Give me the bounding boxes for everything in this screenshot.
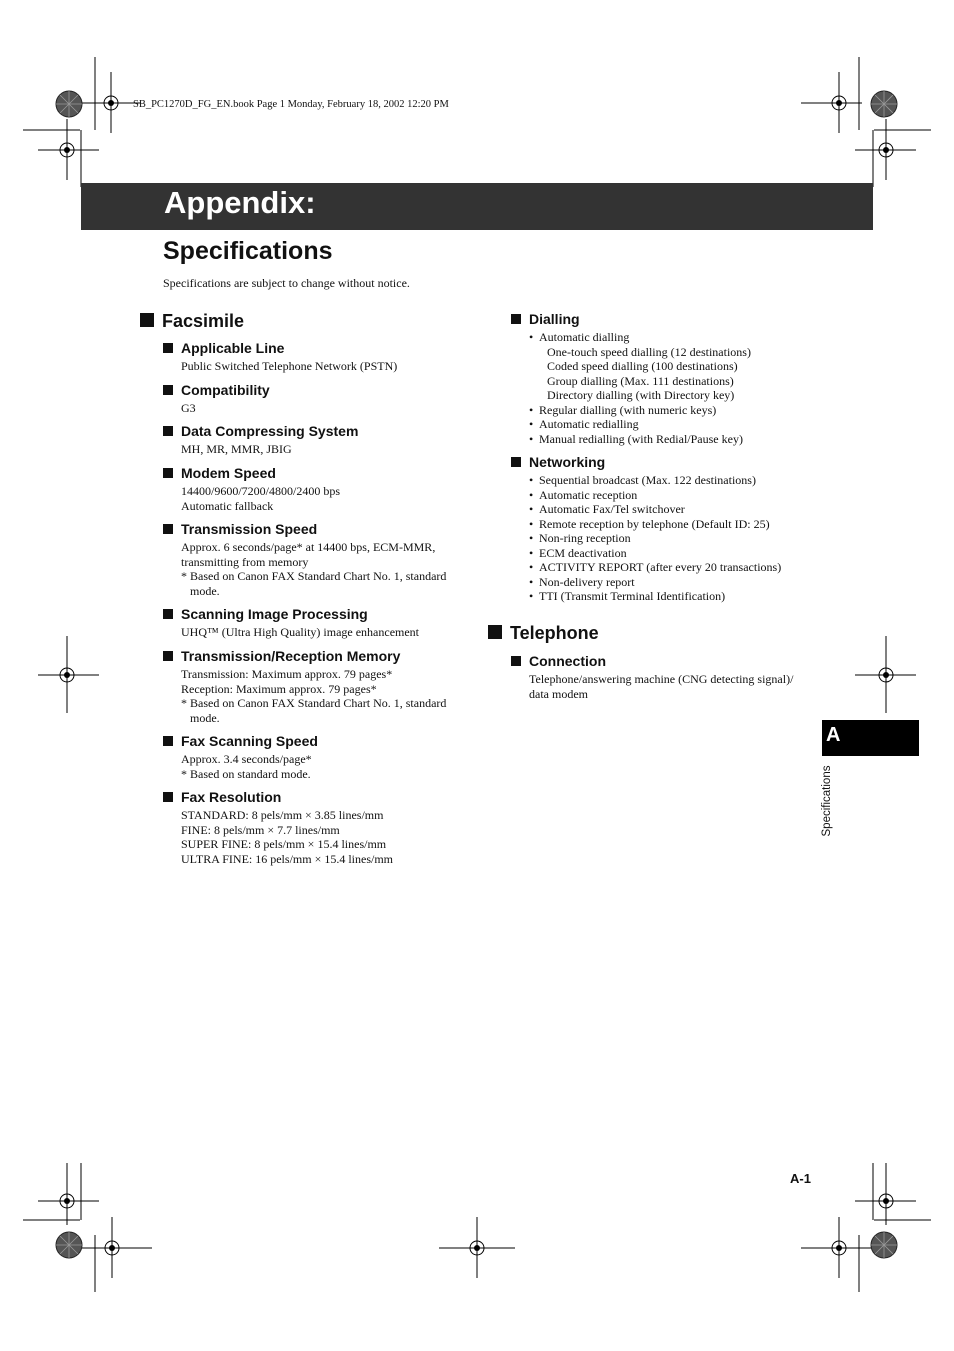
page-number: A-1 — [790, 1171, 811, 1186]
square-bullet-icon — [163, 792, 173, 802]
intro-text: Specifications are subject to change without notice. — [163, 276, 410, 290]
square-bullet-icon — [163, 426, 173, 436]
compatibility-section — [163, 382, 471, 416]
telephone-heading: Telephone — [488, 623, 599, 644]
section-heading: Scanning Image Processing — [163, 606, 471, 622]
file-header: SB_PC1270D_FG_EN.book Page 1 Monday, February 18, 2002 12:20 PM — [133, 99, 449, 110]
footnote: * Based on Canon FAX Standard Chart No. 1, standard mode. — [181, 696, 447, 725]
section-heading: Fax Scanning Speed — [163, 733, 471, 749]
list-subitem: One-touch speed dialling (12 destinations) — [547, 344, 751, 359]
modem-speed-section — [163, 465, 471, 513]
spec-line: Reception: Maximum approx. 79 pages* — [181, 681, 377, 696]
spec-line: STANDARD: 8 pels/mm × 3.85 lines/mm — [181, 808, 384, 822]
list-item: • Non-ring reception — [529, 531, 781, 546]
list-subitem: Directory dialling (with Directory key) — [547, 388, 735, 402]
spec-line: transmitting from memory — [181, 554, 309, 569]
spec-line: UHQ™ (Ultra High Quality) image enhancement — [181, 625, 420, 639]
footnote: * Based on Canon FAX Standard Chart No. 1, standard mode. — [181, 569, 447, 598]
list-item: • Regular dialling (with numeric keys) — [529, 403, 751, 418]
square-bullet-icon — [163, 609, 173, 619]
spec-line: data modem — [529, 686, 588, 701]
side-section-label: Specifications — [821, 765, 833, 837]
section-heading: Compatibility — [163, 382, 471, 398]
spec-line: ULTRA FINE: 16 pels/mm × 15.4 lines/mm — [181, 851, 393, 866]
section-heading: Transmission Speed — [163, 521, 471, 537]
spec-line: Transmission: Maximum approx. 79 pages* — [181, 667, 393, 681]
square-bullet-icon — [163, 343, 173, 353]
section-heading: Data Compressing System — [163, 423, 471, 439]
appendix-banner — [81, 183, 873, 230]
square-bullet-icon — [163, 524, 173, 534]
fax-scanning-speed-section — [163, 733, 471, 781]
dialling-section — [511, 311, 751, 446]
square-bullet-icon — [511, 314, 521, 324]
banner-title: Appendix: — [164, 185, 316, 220]
spec-line: Automatic fallback — [181, 498, 274, 513]
transmission-speed-section — [163, 521, 471, 598]
list-item: • Manual redialling (with Redial/Pause key) — [529, 432, 751, 447]
section-heading: Modem Speed — [163, 465, 471, 481]
spec-line: * Based on standard mode. — [181, 766, 311, 781]
list-subitem: Coded speed dialling (100 destinations) — [547, 359, 738, 373]
scanning-image-section — [163, 606, 471, 640]
square-bullet-icon — [163, 468, 173, 478]
list-item: • Automatic redialling — [529, 417, 751, 432]
fax-resolution-section — [163, 789, 471, 866]
list-item: • TTI (Transmit Terminal Identification) — [529, 589, 781, 604]
section-heading: Networking — [511, 454, 781, 470]
page-title: Specifications — [163, 237, 333, 265]
applicable-line-section — [163, 340, 471, 374]
spec-line: G3 — [181, 401, 196, 415]
square-bullet-icon — [511, 457, 521, 467]
list-item: • Automatic dialling — [529, 330, 751, 345]
square-bullet-icon — [140, 313, 154, 327]
section-heading: Applicable Line — [163, 340, 471, 356]
square-bullet-icon — [511, 656, 521, 666]
spec-line: FINE: 8 pels/mm × 7.7 lines/mm — [181, 822, 340, 837]
spec-line: 14400/9600/7200/4800/2400 bps — [181, 484, 341, 498]
connection-section — [511, 653, 793, 701]
list-item: • Non-delivery report — [529, 575, 781, 590]
section-heading: Dialling — [511, 311, 751, 327]
memory-section — [163, 648, 471, 725]
chapter-tab — [822, 720, 919, 756]
square-bullet-icon — [163, 651, 173, 661]
list-item: • Automatic reception — [529, 488, 781, 503]
spec-line: Telephone/answering machine (CNG detecting signal)/ — [529, 672, 794, 686]
square-bullet-icon — [488, 625, 502, 639]
networking-section — [511, 454, 781, 604]
section-heading: Fax Resolution — [163, 789, 471, 805]
spec-line: Approx. 6 seconds/page* at 14400 bps, ECM-MMR, — [181, 540, 436, 554]
list-subitem: Group dialling (Max. 111 destinations) — [547, 373, 734, 388]
list-item: • Remote reception by telephone (Default ID: 25) — [529, 517, 781, 532]
square-bullet-icon — [163, 385, 173, 395]
list-item: • ACTIVITY REPORT (after every 20 transactions) — [529, 560, 781, 575]
facsimile-heading: Facsimile — [140, 311, 244, 332]
data-compressing-section — [163, 423, 471, 457]
spec-line: SUPER FINE: 8 pels/mm × 15.4 lines/mm — [181, 837, 387, 851]
square-bullet-icon — [163, 736, 173, 746]
spec-line: Public Switched Telephone Network (PSTN) — [181, 359, 398, 373]
spec-line: Approx. 3.4 seconds/page* — [181, 752, 312, 766]
list-item: • ECM deactivation — [529, 546, 781, 561]
section-heading: Transmission/Reception Memory — [163, 648, 471, 664]
spec-line: MH, MR, MMR, JBIG — [181, 442, 292, 456]
list-item: • Sequential broadcast (Max. 122 destinations) — [529, 473, 781, 488]
chapter-letter: A — [826, 724, 841, 746]
section-heading: Connection — [511, 653, 793, 669]
list-item: • Automatic Fax/Tel switchover — [529, 502, 781, 517]
